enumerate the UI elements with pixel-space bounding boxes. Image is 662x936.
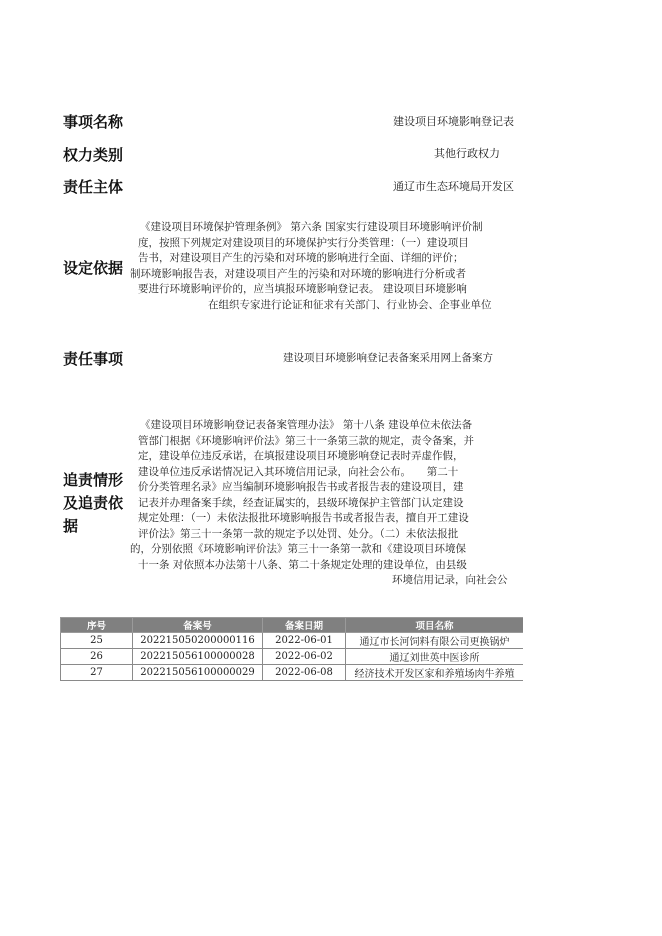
accountability-line: 十一条 对依照本办法第十八条、第二十条规定处理的建设单位，由县级 <box>138 558 467 571</box>
basis-line: 制环境影响报告表，对建设项目产生的污染和对环境的影响进行分析或者 <box>130 267 466 280</box>
table-row <box>61 633 524 649</box>
basis-label: 设定依据 <box>63 259 124 277</box>
accountability-line: 规定处理：（一）未依法报批环境影响报告书或者报告表，擅自开工建设 <box>138 512 469 524</box>
cell-project-name: 通辽市长河饲料有限公司更换锅炉 <box>346 633 524 649</box>
cell-index: 27 <box>61 665 133 681</box>
duty-value: 建设项目环境影响登记表备案采用网上备案方 <box>283 352 493 364</box>
item-name-label: 事项名称 <box>63 113 124 131</box>
accountability-text <box>130 418 523 589</box>
accountability-line: 《建设项目环境影响登记表备案管理办法》 第十八条 建设单位未依法备 <box>140 419 473 431</box>
table-row <box>61 649 524 665</box>
cell-index: 25 <box>61 633 133 649</box>
subject-label: 责任主体 <box>63 178 124 196</box>
cell-filing-date: 2022-06-02 <box>263 649 346 665</box>
cell-index: 26 <box>61 649 133 665</box>
accountability-line: 管部门根据《环境影响评价法》第三十一条第三款的规定，责令备案，并 <box>138 434 474 447</box>
accountability-line: 定，建设单位违反承诺，在填报建设项目环境影响登记表时弄虚作假， <box>138 450 464 462</box>
filing-records-table <box>60 617 524 681</box>
cell-filing-number: 202215056100000029 <box>133 665 263 681</box>
accountability-line: 评价法》第三十一条第一款的规定予以处罚、处分。（二）未依法报批 <box>138 527 459 540</box>
basis-line: 度，按照下列规定对建设项目的环境保护实行分类管理：（一）建设项目 <box>138 236 469 249</box>
accountability-label-line: 及追责依 <box>63 494 124 512</box>
basis-line: 要进行环境影响评价的，应当填报环境影响登记表。 建设项目环境影响 <box>138 283 467 295</box>
cell-filing-number: 202215056100000028 <box>133 649 263 665</box>
basis-line: 告书，对建设项目产生的污染和对环境的影响进行全面、详细的评价； <box>138 252 464 264</box>
accountability-line: 价分类管理名录》应当编制环境影响报告书或者报告表的建设项目，建 <box>138 481 464 493</box>
power-type-value: 其他行政权力 <box>434 147 500 160</box>
col-header-filing-date: 备案日期 <box>263 618 346 633</box>
cell-project-name: 通辽刘世英中医诊所 <box>346 649 524 665</box>
cell-filing-number: 202215050200000116 <box>133 633 263 649</box>
cell-filing-date: 2022-06-08 <box>263 665 346 681</box>
accountability-line: 的，分别依照《环境影响评价法》第三十一条第一款和《建设项目环境保 <box>130 543 466 555</box>
accountability-line: 记表并办理备案手续，经查证属实的，县级环境保护主管部门认定建设 <box>138 496 464 509</box>
subject-value: 通辽市生态环境局开发区 <box>393 180 514 193</box>
accountability-label-line: 追责情形 <box>63 471 124 489</box>
col-header-project-name: 项目名称 <box>346 618 524 633</box>
col-header-index: 序号 <box>61 618 133 633</box>
table-row <box>61 665 524 681</box>
cell-project-name: 经济技术开发区家和养殖场肉牛养殖 <box>346 665 524 681</box>
table-header-row <box>61 618 524 633</box>
item-name-value: 建设项目环境影响登记表 <box>393 115 514 128</box>
duty-label: 责任事项 <box>63 350 124 368</box>
accountability-line: 环境信用记录，向社会公 <box>392 574 508 586</box>
basis-text <box>130 220 523 313</box>
accountability-label <box>63 469 123 538</box>
accountability-label-line: 据 <box>63 517 79 535</box>
power-type-label: 权力类别 <box>63 146 124 164</box>
basis-line: 在组织专家进行论证和征求有关部门、行业协会、企事业单位 <box>208 298 492 311</box>
cell-filing-date: 2022-06-01 <box>263 633 346 649</box>
page-edge-mask <box>523 0 662 936</box>
basis-line: 《建设项目环境保护管理条例》 第六条 国家实行建设项目环境影响评价制 <box>140 221 483 233</box>
col-header-filing-number: 备案号 <box>133 618 263 633</box>
duty-text <box>130 351 523 367</box>
accountability-line: 建设单位违反承诺情况记入其环境信用记录，向社会公布。 第二十 <box>138 465 459 478</box>
